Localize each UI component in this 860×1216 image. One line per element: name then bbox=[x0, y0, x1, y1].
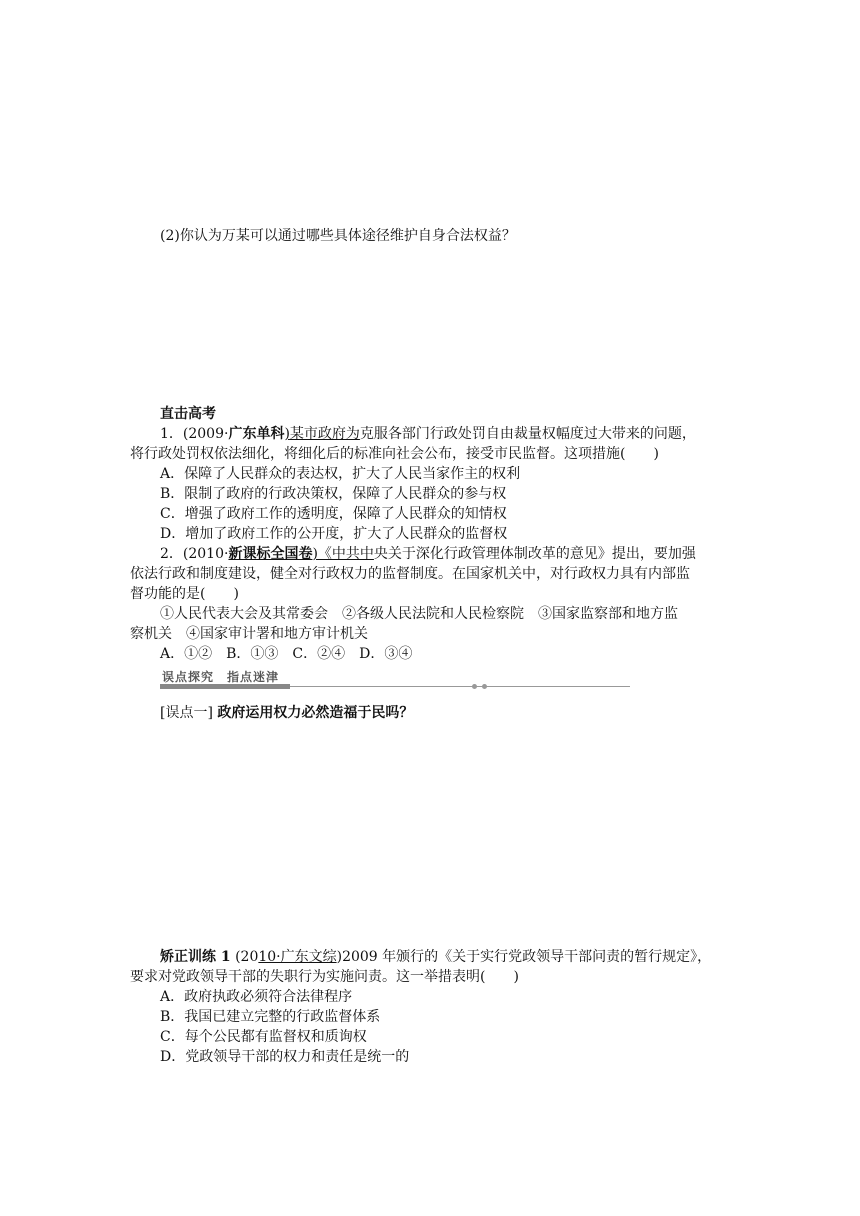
section-rule bbox=[290, 686, 630, 687]
jiaozheng-option-b: B．我国已建立完整的行政监督体系 bbox=[160, 1009, 381, 1025]
q1-prefix: 1．(2009· bbox=[160, 426, 229, 442]
q1-option-d: D．增加了政府工作的公开度，扩大了人民群众的监督权 bbox=[160, 526, 508, 542]
jiaozheng-label: 矫正训练 1 bbox=[160, 949, 231, 965]
jiaozheng-rest: )2009 年颁行的《关于实行党政领导干部问责的暂行规定》， bbox=[336, 949, 712, 965]
jiaozheng-src-pre: (20 bbox=[235, 949, 259, 965]
q1-source: 广东单科 bbox=[228, 426, 285, 442]
q2-options: A．①② B．①③ C．②④ D．③④ bbox=[160, 646, 413, 662]
jiaozheng-line1 bbox=[160, 947, 711, 967]
section-header bbox=[160, 668, 490, 694]
q1-underlined: 某市政府为 bbox=[289, 426, 360, 442]
q2-source: 新课标全国卷 bbox=[228, 546, 313, 562]
wudian-label: [误点一] bbox=[160, 705, 213, 721]
jiaozheng-option-d: D．党政领导干部的权力和责任是统一的 bbox=[160, 1049, 410, 1065]
q2-items-line2: 察机关 ④国家审计署和地方审计机关 bbox=[130, 626, 368, 642]
section-bar bbox=[160, 684, 290, 689]
q1-option-c: C．增强了政府工作的透明度，保障了人民群众的知情权 bbox=[160, 506, 507, 522]
wudian-question: 政府运用权力必然造福于民吗？ bbox=[217, 705, 414, 721]
jiaozheng-source: 10·广东文综 bbox=[258, 949, 337, 965]
q2-prefix: 2．(2010· bbox=[160, 546, 229, 562]
section-title: 误点探究 指点迷津 bbox=[162, 670, 280, 684]
wudian-line bbox=[160, 703, 413, 723]
section-dot-2 bbox=[482, 684, 487, 689]
question-2: (2)你认为万某可以通过哪些具体途径维护自身合法权益？ bbox=[160, 228, 516, 244]
q1-rest: 克服各部门行政处罚自由裁量权幅度过大带来的问题， bbox=[359, 426, 696, 442]
jiaozheng-option-c: C．每个公民都有监督权和质询权 bbox=[160, 1029, 367, 1045]
q2-items-line1: ①人民代表大会及其常委会 ②各级人民法院和人民检察院 ③国家监察部和地方监 bbox=[160, 606, 678, 622]
jiaozheng-line2: 要求对党政领导干部的失职行为实施问责。这一举措表明( ) bbox=[130, 969, 519, 985]
q1-paren: ) bbox=[284, 426, 290, 442]
q2-rest: 央关于深化行政管理体制改革的意见》提出，要加强 bbox=[373, 546, 696, 562]
q2-line2: 依法行政和制度建设，健全对行政权力的监督制度。在国家机关中，对行政权力具有内部监 bbox=[130, 566, 690, 582]
q1-option-a: A．保障了人民群众的表达权，扩大了人民当家作主的权利 bbox=[160, 466, 521, 482]
q1-line2: 将行政处罚权依法细化，将细化后的标准向社会公布，接受市民监督。这项措施( ) bbox=[130, 446, 659, 462]
q2-underlined: )《中共中 bbox=[312, 546, 374, 562]
q2-line3: 督功能的是( ) bbox=[130, 586, 239, 602]
section-dot-1 bbox=[472, 684, 477, 689]
q2-line1 bbox=[160, 544, 696, 564]
q1-option-b: B．限制了政府的行政决策权，保障了人民群众的参与权 bbox=[160, 486, 507, 502]
zhiji-heading: 直击高考 bbox=[160, 406, 216, 422]
jiaozheng-option-a: A．政府执政必须符合法律程序 bbox=[160, 989, 353, 1005]
q1-line1 bbox=[160, 424, 696, 444]
